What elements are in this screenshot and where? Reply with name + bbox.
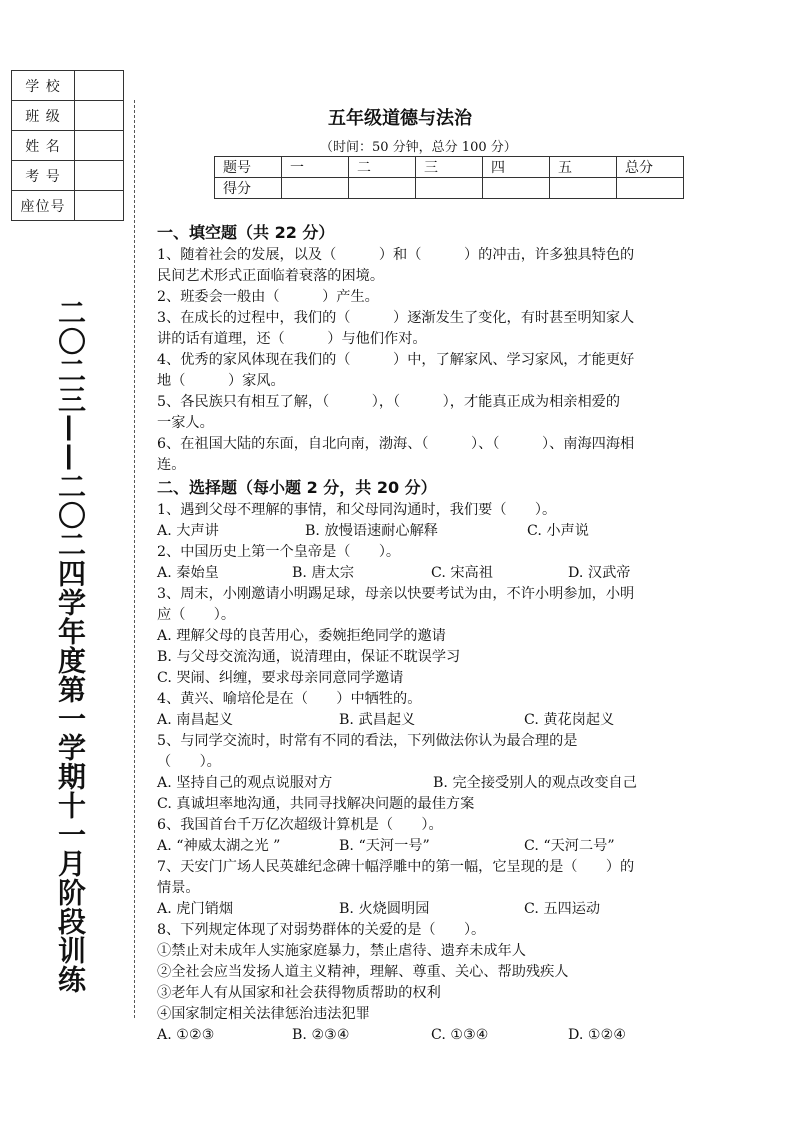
question-line: 2、班委会一般由（ ）产生。 xyxy=(157,289,379,305)
option[interactable]: B. 与父母交流沟通，说清理由，保证不耽误学习 xyxy=(157,649,461,665)
score-cell[interactable] xyxy=(483,178,550,199)
option[interactable]: A. 大声讲 xyxy=(157,523,219,539)
question-5: 5、与同学交流时，时常有不同的看法，下列做法你认为最合理的是 xyxy=(157,733,578,749)
info-row-exam-number xyxy=(12,161,124,191)
question-3-cont: 应（ ）。 xyxy=(157,607,236,623)
score-header-cell: 题号 xyxy=(215,157,282,178)
score-cell[interactable] xyxy=(282,178,349,199)
exam-number-field[interactable] xyxy=(75,161,124,191)
question-line: 6、在祖国大陆的东面，自北向南，渤海、（ ）、（ ）、南海四海相 xyxy=(157,436,635,452)
score-header-cell: 五 xyxy=(550,157,617,178)
option[interactable]: B. ②③④ xyxy=(292,1027,350,1043)
section-heading-choice: 二、选择题（每小题 2 分，共 20 分） xyxy=(157,478,437,497)
score-cell[interactable] xyxy=(550,178,617,199)
score-cell[interactable] xyxy=(416,178,483,199)
statement-item: ①禁止对未成年人实施家庭暴力，禁止虐待、遗弃未成年人 xyxy=(157,943,526,959)
question-8-options xyxy=(157,1025,697,1046)
question-7-options xyxy=(157,899,697,920)
option[interactable]: B. 完全接受别人的观点改变自己 xyxy=(433,775,637,791)
score-cell[interactable] xyxy=(617,178,684,199)
score-header-row xyxy=(215,157,684,178)
student-info-table xyxy=(11,70,124,221)
option[interactable]: B. 唐太宗 xyxy=(292,565,355,581)
option[interactable]: C. 小声说 xyxy=(527,523,589,539)
seat-label: 座位号 xyxy=(12,191,75,221)
option[interactable]: A. 秦始皇 xyxy=(157,565,219,581)
option[interactable]: A. 坚持自己的观点说服对方 xyxy=(157,775,333,791)
info-row-seat xyxy=(12,191,124,221)
score-header-cell: 总分 xyxy=(617,157,684,178)
statement-item: ②全社会应当发扬人道主义精神，理解、尊重、关心、帮助残疾人 xyxy=(157,964,569,980)
name-label: 姓 名 xyxy=(12,131,75,161)
score-header-cell: 一 xyxy=(282,157,349,178)
class-field[interactable] xyxy=(75,101,124,131)
school-label: 学 校 xyxy=(12,71,75,101)
exam-subtitle: （时间：50 分钟，总分 100 分） xyxy=(320,140,517,155)
name-field[interactable] xyxy=(75,131,124,161)
school-field[interactable] xyxy=(75,71,124,101)
section-heading-fill-in: 一、填空题（共 22 分） xyxy=(157,223,335,242)
seat-field[interactable] xyxy=(75,191,124,221)
question-4: 4、黄兴、喻培伦是在（ ）中牺牲的。 xyxy=(157,691,422,707)
score-value-row xyxy=(215,178,684,199)
option[interactable]: C. 哭闹、纠缠，要求母亲同意同学邀请 xyxy=(157,670,404,686)
score-header-cell: 二 xyxy=(349,157,416,178)
info-row-school xyxy=(12,71,124,101)
score-table xyxy=(214,156,684,199)
score-cell[interactable] xyxy=(349,178,416,199)
question-line: 5、各民族只有相互了解，（ ），（ ），才能真正成为相亲相爱的 xyxy=(157,394,621,410)
question-6-options xyxy=(157,836,697,857)
question-line: 民间艺术形式正面临着衰落的困境。 xyxy=(157,268,385,284)
question-7: 7、天安门广场人民英雄纪念碑十幅浮雕中的第一幅，它呈现的是（ ）的 xyxy=(157,859,635,875)
exam-content xyxy=(157,221,697,1046)
option[interactable]: C. “天河二号” xyxy=(524,838,615,854)
class-label: 班 级 xyxy=(12,101,75,131)
info-row-class xyxy=(12,101,124,131)
question-line: 3、在成长的过程中，我们的（ ）逐渐发生了变化，有时甚至明知家人 xyxy=(157,310,635,326)
info-row-name xyxy=(12,131,124,161)
question-5-cont: （ ）。 xyxy=(157,754,221,770)
option[interactable]: C. 真诚坦率地沟通，共同寻找解决问题的最佳方案 xyxy=(157,796,475,812)
question-3: 3、周末，小刚邀请小明踢足球，母亲以快要考试为由，不许小明参加，小明 xyxy=(157,586,635,602)
option[interactable]: A. ①②③ xyxy=(157,1027,215,1043)
question-1-options xyxy=(157,521,697,542)
question-line: 讲的话有道理，还（ ）与他们作对。 xyxy=(157,331,427,347)
statement-item: ④国家制定相关法律惩治违法犯罪 xyxy=(157,1006,370,1022)
question-2: 2、中国历史上第一个皇帝是（ ）。 xyxy=(157,544,401,560)
option[interactable]: A. 理解父母的良苦用心，委婉拒绝同学的邀请 xyxy=(157,628,446,644)
question-line: 连。 xyxy=(157,457,186,473)
option[interactable]: B. 武昌起义 xyxy=(339,712,416,728)
score-row-label: 得分 xyxy=(215,178,282,199)
question-4-options xyxy=(157,710,697,731)
side-title: 二〇二三——二〇二四学年度第一学期十一月阶段训练 xyxy=(54,298,87,994)
option[interactable]: B. 火烧圆明园 xyxy=(339,901,430,917)
page-title: 五年级道德与法治 xyxy=(328,108,472,129)
option[interactable]: D. 汉武帝 xyxy=(568,565,631,581)
option[interactable]: C. 黄花岗起义 xyxy=(524,712,615,728)
question-line: 1、随着社会的发展，以及（ ）和（ ）的冲击，许多独具特色的 xyxy=(157,247,635,263)
option[interactable]: C. 五四运动 xyxy=(524,901,601,917)
question-6: 6、我国首台千万亿次超级计算机是（ ）。 xyxy=(157,817,443,833)
option[interactable]: B. 放慢语速耐心解释 xyxy=(305,523,438,539)
option[interactable]: A. 南昌起义 xyxy=(157,712,234,728)
binding-line xyxy=(134,100,135,1018)
exam-number-label: 考 号 xyxy=(12,161,75,191)
option[interactable]: A. “神威太湖之光 ” xyxy=(157,838,281,854)
question-5-options xyxy=(157,773,697,794)
question-1: 1、遇到父母不理解的事情，和父母同沟通时，我们要（ ）。 xyxy=(157,502,557,518)
question-line: 一家人。 xyxy=(157,415,214,431)
option[interactable]: C. ①③④ xyxy=(431,1027,489,1043)
option[interactable]: D. ①②④ xyxy=(568,1027,627,1043)
question-2-options xyxy=(157,563,697,584)
option[interactable]: C. 宋高祖 xyxy=(431,565,493,581)
score-header-cell: 三 xyxy=(416,157,483,178)
option[interactable]: B. “天河一号” xyxy=(339,838,430,854)
score-header-cell: 四 xyxy=(483,157,550,178)
statement-item: ③老年人有从国家和社会获得物质帮助的权利 xyxy=(157,985,441,1001)
question-line: 地（ ）家风。 xyxy=(157,373,285,389)
question-8: 8、下列规定体现了对弱势群体的关爱的是（ ）。 xyxy=(157,922,486,938)
question-7-cont: 情景。 xyxy=(157,880,200,896)
option[interactable]: A. 虎门销烟 xyxy=(157,901,234,917)
question-line: 4、优秀的家风体现在我们的（ ）中，了解家风、学习家风，才能更好 xyxy=(157,352,635,368)
